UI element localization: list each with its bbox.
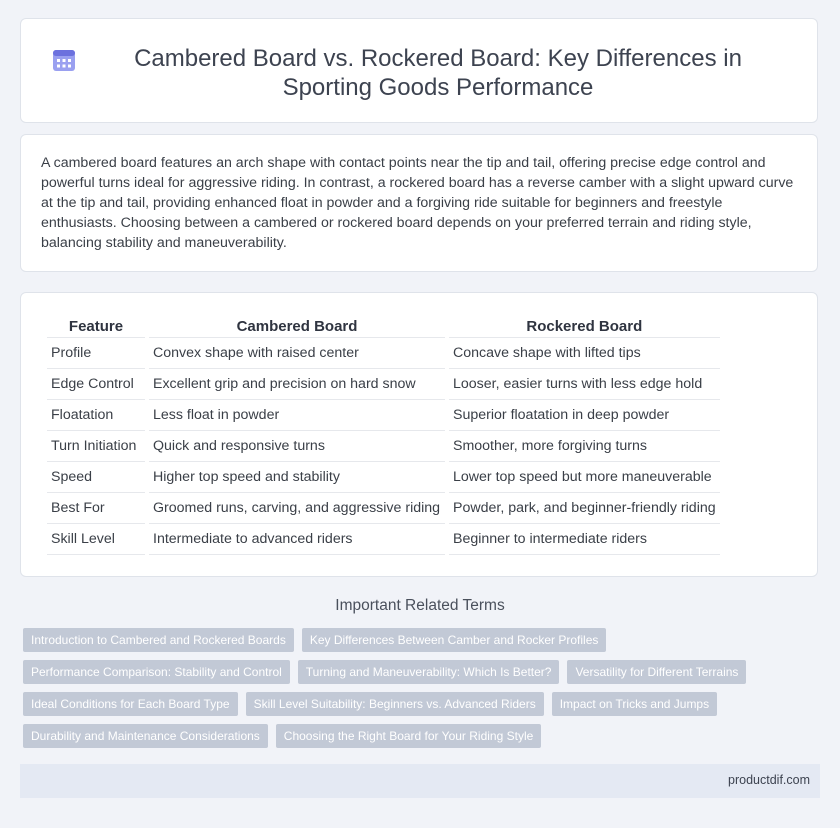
- table-header-row: [47, 313, 720, 338]
- related-term-chip[interactable]: Impact on Tricks and Jumps: [552, 692, 717, 716]
- table-row: [47, 369, 720, 400]
- feature-cell: Profile: [47, 338, 145, 369]
- table-row: [47, 338, 720, 369]
- related-term-chip[interactable]: Performance Comparison: Stability and Control: [23, 660, 290, 684]
- feature-cell: Speed: [47, 462, 145, 493]
- related-terms-title: Important Related Terms: [335, 597, 505, 614]
- cambered-cell: Convex shape with raised center: [149, 338, 445, 369]
- rockered-cell: Looser, easier turns with less edge hold: [449, 369, 720, 400]
- cambered-cell: Higher top speed and stability: [149, 462, 445, 493]
- table-row: [47, 431, 720, 462]
- rockered-cell: Beginner to intermediate riders: [449, 524, 720, 555]
- feature-cell: Floatation: [47, 400, 145, 431]
- related-terms-list: [23, 628, 803, 748]
- table-row: [47, 493, 720, 524]
- related-term-chip[interactable]: Versatility for Different Terrains: [567, 660, 746, 684]
- rockered-cell: Superior floatation in deep powder: [449, 400, 720, 431]
- related-term-chip[interactable]: Durability and Maintenance Considerations: [23, 724, 268, 748]
- feature-cell: Turn Initiation: [47, 431, 145, 462]
- comparison-table-card: [20, 292, 818, 577]
- feature-cell: Edge Control: [47, 369, 145, 400]
- feature-cell: Best For: [47, 493, 145, 524]
- rockered-cell: Lower top speed but more maneuverable: [449, 462, 720, 493]
- cambered-cell: Intermediate to advanced riders: [149, 524, 445, 555]
- related-term-chip[interactable]: Choosing the Right Board for Your Riding Style: [276, 724, 542, 748]
- cambered-cell: Excellent grip and precision on hard snow: [149, 369, 445, 400]
- page-title: Cambered Board vs. Rockered Board: Key Differences in Sporting Goods Performance: [134, 45, 742, 101]
- title-card: [20, 18, 818, 123]
- footer-site-link[interactable]: productdif.com: [728, 773, 810, 787]
- footer: [20, 764, 820, 798]
- related-term-chip[interactable]: Introduction to Cambered and Rockered Boards: [23, 628, 294, 652]
- header-feature: Feature: [47, 313, 145, 338]
- intro-paragraph: A cambered board features an arch shape with contact points near the tip and tail, offering precise edge control and powerful turns ideal for aggressive riding. In contrast, a rockered board has a reverse camber with a slight upward curve at the tip and tail, providing enhanced float in powder and a forgiving ride suitable for beginners and freestyle enthusiasts. Choosing between a cambered or rockered board depends on your preferred terrain and riding style, balancing stability and maneuverability.: [41, 155, 794, 251]
- comparison-table: [43, 313, 724, 555]
- header-rockered: Rockered Board: [449, 313, 720, 338]
- table-row: [47, 400, 720, 431]
- related-term-chip[interactable]: Turning and Maneuverability: Which Is Better?: [298, 660, 560, 684]
- header-cambered: Cambered Board: [149, 313, 445, 338]
- cambered-cell: Less float in powder: [149, 400, 445, 431]
- intro-card: [20, 134, 818, 272]
- feature-cell: Skill Level: [47, 524, 145, 555]
- cambered-cell: Groomed runs, carving, and aggressive riding: [149, 493, 445, 524]
- cambered-cell: Quick and responsive turns: [149, 431, 445, 462]
- related-term-chip[interactable]: Key Differences Between Camber and Rocker Profiles: [302, 628, 607, 652]
- calendar-icon: [50, 46, 78, 74]
- table-row: [47, 524, 720, 555]
- rockered-cell: Smoother, more forgiving turns: [449, 431, 720, 462]
- rockered-cell: Powder, park, and beginner-friendly riding: [449, 493, 720, 524]
- related-term-chip[interactable]: Skill Level Suitability: Beginners vs. Advanced Riders: [246, 692, 544, 716]
- related-term-chip[interactable]: Ideal Conditions for Each Board Type: [23, 692, 238, 716]
- table-row: [47, 462, 720, 493]
- rockered-cell: Concave shape with lifted tips: [449, 338, 720, 369]
